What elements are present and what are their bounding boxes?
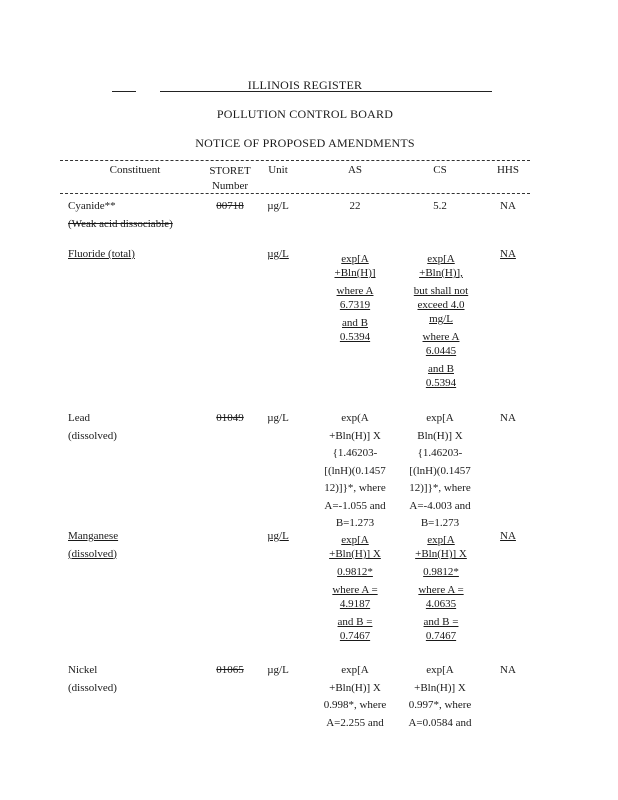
row-lead-constituent (68, 410, 117, 445)
fluoride-cs-line: 6.0445 (425, 345, 457, 357)
row-fluoride-cs (400, 252, 482, 390)
column-header-as: AS (347, 164, 363, 176)
row-manganese-unit: µg/L (267, 530, 289, 542)
lead-subname: (dissolved) (68, 429, 117, 442)
fluoride-as-line: 6.7319 (339, 299, 371, 311)
manganese-as-line: 0.7467 (339, 630, 371, 642)
column-header-constituent: Constituent (109, 164, 161, 176)
lead-as-line: A=-1.055 and (324, 499, 386, 512)
lead-name: Lead (68, 412, 90, 424)
row-manganese-cs (400, 533, 482, 643)
column-header-storet-line2: Number (211, 180, 249, 192)
column-header-unit: Unit (268, 164, 288, 176)
lead-cs-line: exp[A (426, 412, 454, 424)
lead-as-line: 12)]}*, where (324, 482, 386, 494)
row-nickel-as (314, 662, 396, 732)
manganese-subname: (dissolved) (68, 547, 117, 560)
row-lead-as (314, 410, 396, 533)
fluoride-cs-line: exceed 4.0 (417, 299, 465, 311)
manganese-as-line: and B = (337, 616, 373, 628)
row-manganese-hhs: NA (500, 530, 516, 542)
column-header-cs: CS (433, 164, 447, 176)
manganese-cs-line: 0.7467 (425, 630, 457, 642)
manganese-cs-line: exp[A (427, 534, 455, 546)
row-nickel-constituent (68, 662, 117, 697)
lead-as-line: [(lnH)(0.1457 (324, 464, 386, 477)
manganese-cs-line: where A = (418, 584, 464, 596)
fluoride-cs-line: but shall not (413, 285, 469, 297)
row-nickel-storet: 01065 (216, 664, 244, 676)
fluoride-cs-line: where A (422, 331, 460, 343)
nickel-cs-line: A=0.0584 and (408, 716, 472, 729)
manganese-cs-line: and B = (423, 616, 459, 628)
row-fluoride-hhs: NA (500, 248, 516, 260)
row-nickel-unit: µg/L (267, 664, 289, 676)
fluoride-as-line: 0.5394 (339, 331, 371, 343)
fluoride-as-line: where A (336, 285, 374, 297)
fluoride-as-line: +Bln(H)] (334, 267, 376, 279)
nickel-cs-line: +Bln(H)] X (414, 681, 466, 694)
manganese-as-line: +Bln(H)] X (329, 548, 381, 560)
lead-cs-line: {1.46203- (417, 447, 463, 459)
fluoride-cs-line: 0.5394 (425, 377, 457, 389)
fluoride-cs-line: and B (428, 363, 454, 375)
table-header-rule (60, 193, 530, 194)
nickel-as-line: +Bln(H)] X (329, 681, 381, 694)
header-rule-left (112, 91, 136, 92)
column-header-storet-line1: STORET (209, 165, 251, 177)
column-header-hhs: HHS (496, 164, 519, 176)
column-header-storet (200, 164, 260, 194)
nickel-as-line: 0.998*, where (323, 699, 387, 711)
manganese-cs-line: 4.0635 (425, 598, 457, 610)
row-cyanide-storet: 00718 (216, 200, 244, 212)
row-lead-storet: 01049 (216, 412, 244, 424)
row-fluoride-unit: µg/L (267, 248, 289, 260)
nickel-as-line: exp[A (341, 664, 369, 676)
cyanide-name: Cyanide** (68, 200, 116, 212)
manganese-cs-line: +Bln(H)] X (415, 548, 467, 560)
board-title: POLLUTION CONTROL BOARD (216, 107, 394, 121)
fluoride-as-line: and B (342, 317, 368, 329)
row-cyanide-constituent (68, 198, 173, 233)
manganese-as-line: exp[A (341, 534, 369, 546)
lead-cs-line: [(lnH)(0.1457 (409, 464, 471, 477)
fluoride-cs-line: mg/L (429, 313, 453, 325)
lead-cs-line: A=-4.003 and (409, 499, 471, 512)
manganese-as-line: 4.9187 (339, 598, 371, 610)
lead-cs-line: 12)]}*, where (409, 482, 471, 494)
fluoride-cs-line: exp[A (427, 253, 455, 265)
row-cyanide-unit: µg/L (267, 200, 289, 212)
lead-cs-line: Bln(H)] X (417, 429, 463, 442)
row-cyanide-cs: 5.2 (433, 200, 447, 212)
manganese-name: Manganese (68, 530, 119, 542)
row-lead-cs (398, 410, 482, 533)
row-lead-unit: µg/L (267, 412, 289, 424)
lead-as-line: exp(A (341, 412, 369, 424)
row-fluoride-as (316, 252, 394, 344)
row-cyanide-hhs: NA (500, 200, 516, 212)
nickel-as-line: A=2.255 and (326, 716, 384, 729)
row-manganese-as (316, 533, 394, 643)
nickel-name: Nickel (68, 664, 98, 676)
lead-cs-line: B=1.273 (420, 517, 460, 529)
row-manganese-constituent (68, 528, 118, 563)
row-nickel-cs (398, 662, 482, 732)
nickel-cs-line: exp[A (426, 664, 454, 676)
nickel-cs-line: 0.997*, where (408, 699, 472, 711)
row-lead-hhs: NA (500, 412, 516, 424)
register-title: ILLINOIS REGISTER (247, 78, 363, 92)
nickel-subname: (dissolved) (68, 681, 117, 694)
fluoride-as-line: exp[A (341, 253, 369, 265)
lead-as-line: {1.46203- (332, 447, 378, 459)
lead-as-line: B=1.273 (335, 517, 375, 529)
cyanide-subname: (Weak acid dissociable) (68, 217, 173, 230)
lead-as-line: +Bln(H)] X (329, 429, 381, 442)
manganese-cs-line: 0.9812* (423, 566, 459, 578)
row-nickel-hhs: NA (500, 664, 516, 676)
table-top-rule (60, 160, 530, 161)
manganese-as-line: where A = (332, 584, 378, 596)
row-cyanide-as: 22 (349, 200, 361, 212)
manganese-as-line: 0.9812* (337, 566, 373, 578)
notice-title: NOTICE OF PROPOSED AMENDMENTS (195, 136, 415, 150)
fluoride-cs-line: +Bln(H)], (419, 267, 463, 279)
row-fluoride-constituent: Fluoride (total) (68, 248, 135, 260)
